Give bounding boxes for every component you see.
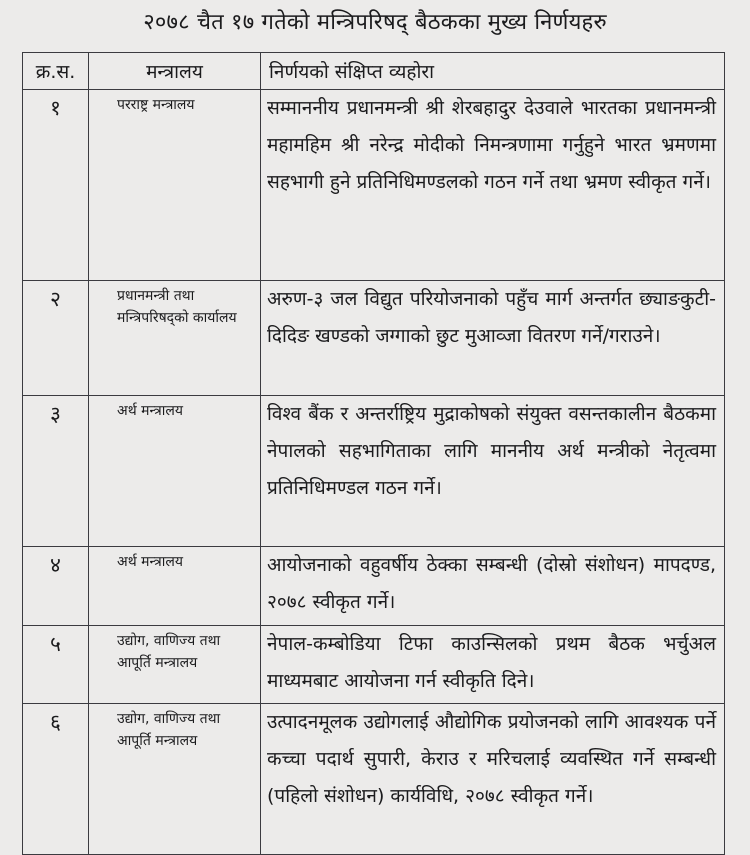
ministry-cell: उद्योग, वाणिज्य तथा आपूर्ति मन्त्रालय bbox=[89, 626, 261, 704]
ministry-cell: प्रधानमन्त्री तथा मन्त्रिपरिषद्को कार्यालय bbox=[89, 281, 261, 396]
ministry-cell: अर्थ मन्त्रालय bbox=[89, 547, 261, 626]
serial-cell: २ bbox=[23, 281, 89, 396]
ministry-cell: उद्योग, वाणिज्य तथा आपूर्ति मन्त्रालय bbox=[89, 704, 261, 855]
serial-cell: ४ bbox=[23, 547, 89, 626]
serial-cell: ५ bbox=[23, 626, 89, 704]
table-row bbox=[23, 90, 725, 281]
decision-cell: अरुण-३ जल विद्युत परियोजनाको पहुँच मार्ग अन्तर्गत छ्याङकुटी-दिदिङ खण्डको जग्गाको छुट मुआव्जा वितरण गर्ने/गराउने। bbox=[261, 281, 725, 396]
table-header-row bbox=[23, 53, 725, 90]
page-title: २०७८ चैत १७ गतेको मन्त्रिपरिषद् बैठकका मुख्य निर्णयहरु bbox=[143, 10, 607, 35]
header-decision: निर्णयको संक्षिप्त व्यहोरा bbox=[261, 53, 725, 90]
decision-cell: नेपाल-कम्बोडिया टिफा काउन्सिलको प्रथम बैठक भर्चुअल माध्यमबाट आयोजना गर्न स्वीकृति दिने। bbox=[261, 626, 725, 704]
table-row bbox=[23, 704, 725, 855]
serial-cell: ३ bbox=[23, 396, 89, 547]
decisions-table bbox=[22, 52, 725, 855]
serial-cell: ६ bbox=[23, 704, 89, 855]
ministry-cell: परराष्ट्र मन्त्रालय bbox=[89, 90, 261, 281]
serial-cell: १ bbox=[23, 90, 89, 281]
decision-cell: विश्व बैंक र अन्तर्राष्ट्रिय मुद्राकोषको संयुक्त वसन्तकालीन बैठकमा नेपालको सहभागिताका लागि माननीय अर्थ मन्त्रीको नेतृत्वमा प्रतिनिधिमण्डल गठन गर्ने। bbox=[261, 396, 725, 547]
table-row bbox=[23, 547, 725, 626]
decision-cell: उत्पादनमूलक उद्योगलाई औद्योगिक प्रयोजनको लागि आवश्यक पर्ने कच्चा पदार्थ सुपारी, केराउ र मरिचलाई व्यवस्थित गर्ने सम्बन्धी (पहिलो संशोधन) कार्यविधि, २०७८ स्वीकृत गर्ने। bbox=[261, 704, 725, 855]
decision-cell: सम्माननीय प्रधानमन्त्री श्री शेरबहादुर देउवाले भारतका प्रधानमन्त्री महामहिम श्री नरेन्द्र मोदीको निमन्त्रणामा गर्नुहुने भारत भ्रमणमा सहभागी हुने प्रतिनिधिमण्डलको गठन गर्ने तथा भ्रमण स्वीकृत गर्ने। bbox=[261, 90, 725, 281]
table-row bbox=[23, 281, 725, 396]
header-ministry: मन्त्रालय bbox=[89, 53, 261, 90]
decision-cell: आयोजनाको वहुवर्षीय ठेक्का सम्बन्धी (दोस्रो संशोधन) मापदण्ड, २०७८ स्वीकृत गर्ने। bbox=[261, 547, 725, 626]
table-row bbox=[23, 396, 725, 547]
header-serial: क्र.स. bbox=[23, 53, 89, 90]
ministry-cell: अर्थ मन्त्रालय bbox=[89, 396, 261, 547]
table-row bbox=[23, 626, 725, 704]
